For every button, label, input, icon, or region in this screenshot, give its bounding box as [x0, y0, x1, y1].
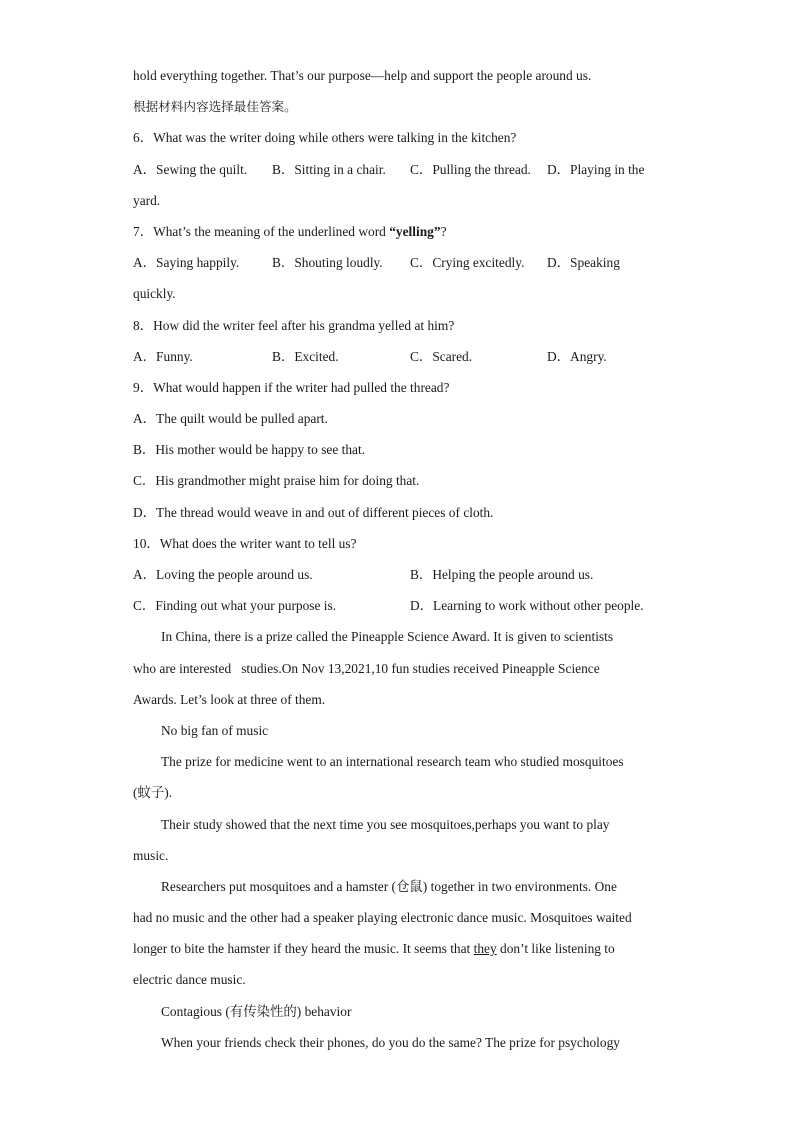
- option-c: C．Scared.: [410, 348, 473, 364]
- passage-p2-line2: (蚊子).: [133, 785, 173, 801]
- question-7: [133, 218, 663, 249]
- document-page: [133, 62, 663, 1060]
- question-7-wrap: quickly.: [133, 286, 176, 302]
- option-d: D．Playing in the: [547, 161, 645, 177]
- option-c: C．Finding out what your purpose is.: [133, 598, 337, 614]
- question-8-options: [133, 343, 663, 374]
- option-c: C．Crying excitedly.: [410, 255, 525, 271]
- question-9: 9．What would happen if the writer had pulled the thread?: [133, 379, 450, 395]
- option-b: B．Excited.: [272, 348, 339, 364]
- passage-p1-line2: who are interested studies.On Nov 13,2021,10 fun studies received Pineapple Science: [133, 660, 600, 676]
- passage-heading-2: Contagious (有传染性的) behavior: [161, 1003, 352, 1019]
- option-a: A．Funny.: [133, 348, 193, 364]
- question-6: 6．What was the writer doing while others were talking in the kitchen?: [133, 130, 517, 146]
- option-b: B．His mother would be happy to see that.: [133, 442, 366, 458]
- option-a: A．Sewing the quilt.: [133, 161, 248, 177]
- passage-p4-line3: [133, 935, 663, 966]
- passage-p1-line3: Awards. Let’s look at three of them.: [133, 691, 326, 707]
- question-7-options: [133, 249, 663, 280]
- option-b: B．Shouting loudly.: [272, 255, 383, 271]
- passage-p1-line1: In China, there is a prize called the Pineapple Science Award. It is given to scientists: [161, 629, 614, 645]
- question-10: 10．What does the writer want to tell us?: [133, 535, 357, 551]
- question-8: 8．How did the writer feel after his grandma yelled at him?: [133, 317, 455, 333]
- option-a: A．Loving the people around us.: [133, 567, 313, 582]
- passage-p3-line1: Their study showed that the next time you see mosquitoes,perhaps you want to play: [161, 816, 610, 832]
- question-7-mark: ?: [440, 223, 447, 239]
- question-6-options: [133, 156, 663, 187]
- passage-p5-line1: When your friends check their phones, do you do the same? The prize for psychology: [161, 1034, 620, 1050]
- option-b: B．Sitting in a chair.: [272, 161, 386, 177]
- option-c: C．His grandmother might praise him for doing that.: [133, 473, 420, 489]
- underlined-word-they: they: [473, 941, 497, 957]
- option-b: B．Helping the people around us.: [410, 567, 594, 582]
- question-7-word: “yelling”: [389, 223, 441, 239]
- intro-tail: hold everything together. That’s our purpose—help and support the people around us.: [133, 68, 592, 83]
- option-d: D．The thread would weave in and out of different pieces of cloth.: [133, 504, 494, 520]
- option-d: D．Learning to work without other people.: [410, 598, 644, 614]
- passage-p4-line1: Researchers put mosquitoes and a hamster (仓鼠) together in two environments. One: [161, 878, 617, 894]
- instruction: 根据材料内容选择最佳答案。: [133, 99, 297, 115]
- question-7-text: 7．What’s the meaning of the underlined word: [133, 223, 390, 239]
- option-c: C．Pulling the thread.: [410, 161, 531, 177]
- passage-p4-line2: had no music and the other had a speaker playing electronic dance music. Mosquitoes waited: [133, 910, 632, 926]
- passage-p4-line4: electric dance music.: [133, 972, 246, 988]
- option-a: A．The quilt would be pulled apart.: [133, 411, 328, 427]
- passage-p3-line2: music.: [133, 847, 169, 863]
- option-d: D．Angry.: [547, 348, 607, 364]
- passage-heading-1: No big fan of music: [161, 722, 269, 738]
- passage-p4-text: longer to bite the hamster if they heard the music. It seems that: [133, 941, 474, 957]
- question-10-options-row2: [133, 592, 663, 623]
- passage-p2-line1: The prize for medicine went to an international research team who studied mosquitoes: [161, 754, 624, 770]
- question-10-options-row1: [133, 561, 663, 592]
- question-6-wrap: yard.: [133, 192, 161, 208]
- passage-p4-after: don’t like listening to: [496, 941, 615, 957]
- option-d: D．Speaking: [547, 255, 620, 271]
- option-a: A．Saying happily.: [133, 255, 240, 271]
